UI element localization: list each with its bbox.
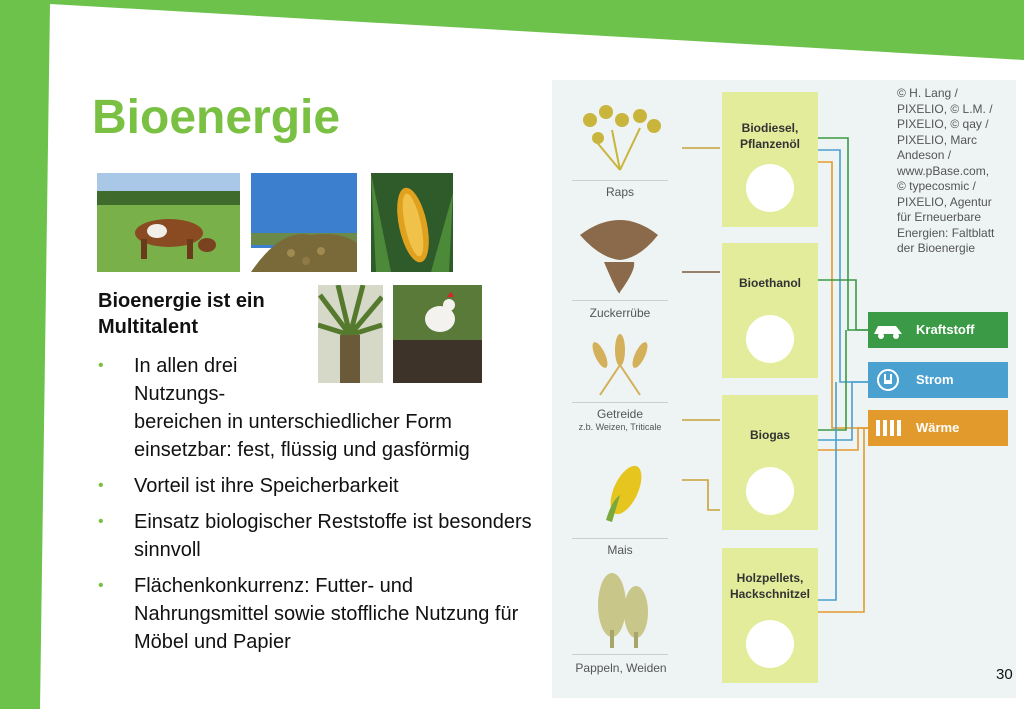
source-separator bbox=[572, 538, 668, 539]
use-label: Strom bbox=[916, 372, 954, 387]
source-separator bbox=[572, 654, 668, 655]
source-label: Getreide bbox=[596, 407, 644, 421]
use-strom bbox=[868, 362, 1008, 398]
product-label: Biogas bbox=[749, 428, 790, 442]
bullet-text: Vorteil ist ihre Speicherbarkeit bbox=[134, 475, 399, 497]
drop-icon bbox=[746, 467, 794, 515]
rapeseed-icon bbox=[583, 105, 661, 170]
plug-icon bbox=[872, 368, 904, 392]
sugar-beet-icon bbox=[580, 220, 658, 293]
bullet-text: In allen drei Nutzungs- bereichen in unterschiedlicher Form einsetzbar: fest, flüssig und gasförmig bbox=[134, 355, 470, 461]
product-label: Biodiesel, Pflanzenöl bbox=[739, 121, 800, 151]
bullet-icon: • bbox=[98, 513, 104, 530]
source-label: Pappeln, Weiden bbox=[575, 661, 667, 675]
subheading: Bioenergie ist ein Multitalent bbox=[98, 290, 265, 338]
drop-icon bbox=[746, 315, 794, 363]
product-box bbox=[722, 395, 818, 530]
product-box bbox=[722, 548, 818, 683]
bullet-text: Einsatz biologischer Reststoffe ist besonders sinnvoll bbox=[134, 511, 532, 561]
corn-icon bbox=[604, 461, 648, 522]
source-separator bbox=[572, 402, 668, 403]
source-sublabel: z.b. Weizen, Triticale bbox=[578, 422, 662, 432]
page-number: 30 bbox=[996, 666, 1013, 683]
use-waerme bbox=[868, 410, 1008, 446]
product-label: Holzpellets, Hackschnitzel bbox=[729, 571, 811, 601]
use-label: Kraftstoff bbox=[916, 322, 975, 337]
use-kraftstoff bbox=[868, 312, 1008, 348]
source-separator bbox=[572, 300, 668, 301]
bullet-text: Flächenkonkurrenz: Futter- und Nahrungsmittel sowie stoffliche Nutzung für Möbel und Papier bbox=[134, 575, 519, 653]
bullet-icon: • bbox=[98, 357, 104, 374]
bullet-icon: • bbox=[98, 477, 104, 494]
slide-title: Bioenergie bbox=[92, 91, 341, 144]
car-icon bbox=[872, 318, 904, 342]
radiator-icon bbox=[872, 416, 904, 440]
drop-icon bbox=[746, 620, 794, 668]
poplar-trees-icon bbox=[598, 573, 648, 648]
product-box bbox=[722, 92, 818, 227]
source-label: Raps bbox=[605, 185, 634, 199]
use-label: Wärme bbox=[916, 420, 960, 435]
grain-icon bbox=[590, 334, 651, 395]
bullet-icon: • bbox=[98, 577, 104, 594]
image-credits: © H. Lang / PIXELIO, © L.M. / PIXELIO, © qay / PIXELIO, Marc Andeson / www.pBase.com, © typecosmic / PIXELIO, Agentur für Erneuerbare Energien: Faltblatt der Bioenergie bbox=[897, 86, 995, 255]
product-box bbox=[722, 243, 818, 378]
source-separator bbox=[572, 180, 668, 181]
source-label: Mais bbox=[607, 543, 633, 557]
product-label: Bioethanol bbox=[739, 276, 801, 290]
drop-icon bbox=[746, 164, 794, 212]
source-label: Zuckerrübe bbox=[589, 306, 651, 320]
